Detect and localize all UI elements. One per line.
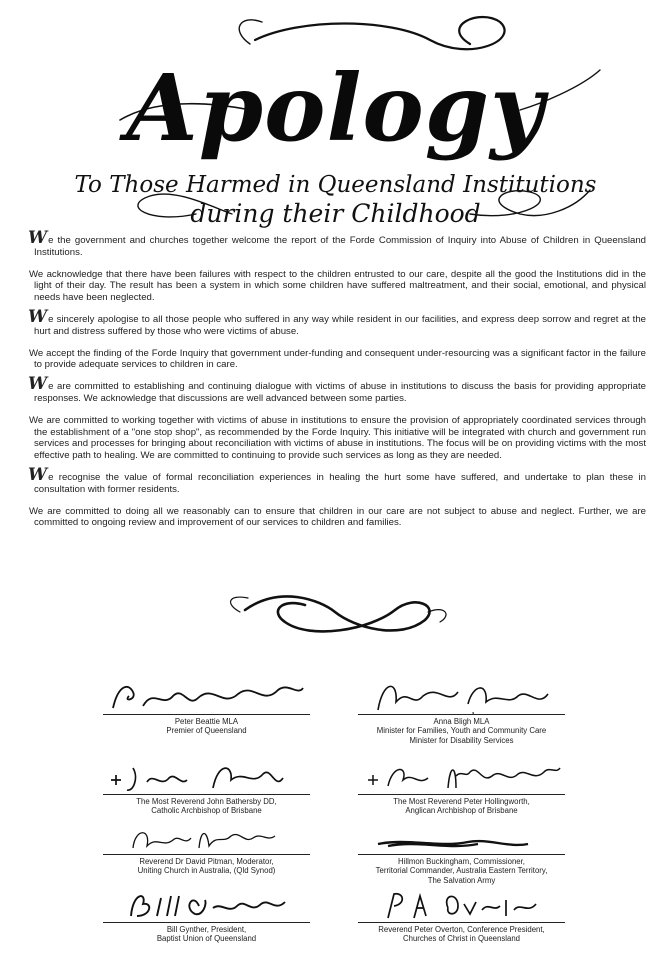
signatory-role: Premier of Queensland bbox=[166, 726, 247, 736]
signature-line bbox=[358, 922, 565, 923]
signature-block-pitman bbox=[103, 818, 310, 876]
signatory-name: Reverend Peter Overton, Conference President, bbox=[378, 925, 545, 934]
signatory-role: Churches of Christ in Queensland bbox=[402, 934, 520, 944]
signature-line bbox=[358, 854, 565, 855]
drop-cap: W bbox=[28, 228, 48, 248]
signature-block-bligh bbox=[358, 678, 565, 745]
paragraph-3: We sincerely apologise to all those people who suffered in any way while resident in our facilities, and express deep sorrow and regret at the hurt and distress suffered by those who were victims of abuse. bbox=[28, 306, 646, 337]
signatory-name: Anna Bligh MLA bbox=[433, 717, 490, 726]
paragraph-7: We recognise the value of formal reconciliation experiences in healing the hurt some have suffered, and undertake to plan these in consultation with former residents. bbox=[28, 464, 646, 495]
signatory-role: Uniting Church in Australia, (Qld Synod) bbox=[137, 866, 276, 876]
handwritten-signature-beattie bbox=[103, 678, 310, 714]
signature-line bbox=[103, 714, 310, 715]
signature-block-buckingham bbox=[358, 818, 565, 885]
signature-block-gynther bbox=[103, 886, 310, 944]
signatory-role: Catholic Archbishop of Brisbane bbox=[151, 806, 262, 816]
handwritten-signature-hollingworth bbox=[358, 758, 565, 794]
paragraph-1: We the government and churches together welcome the report of the Forde Commission of Inquiry into Abuse of Children in Queensland Institutions. bbox=[28, 228, 646, 258]
document-subtitle-line-1: To Those Harmed in Queensland Institutions bbox=[74, 172, 597, 198]
handwritten-signature-gynther bbox=[103, 886, 310, 922]
signatory-role: The Salvation Army bbox=[427, 875, 496, 885]
signature-line bbox=[103, 854, 310, 855]
signature-block-beattie bbox=[103, 678, 310, 736]
signatory-role: Anglican Archbishop of Brisbane bbox=[405, 806, 518, 816]
signatory-name: Peter Beattie MLA bbox=[174, 717, 239, 726]
drop-cap: W bbox=[28, 464, 48, 485]
signatory-name: Reverend Dr David Pitman, Moderator, bbox=[139, 857, 274, 866]
signature-block-hollingworth bbox=[358, 758, 565, 816]
signatory-name: The Most Reverend John Bathersby DD, bbox=[136, 797, 277, 806]
signature-line bbox=[358, 794, 565, 795]
paragraph-2: We acknowledge that there have been failures with respect to the children entrusted to our care, despite all the good the Institutions did in the light of their day. The result has been a system in which some children have suffered maltreatment, and their social, emotional, and physical needs have been neglected. bbox=[29, 268, 646, 303]
signatory-name: The Most Reverend Peter Hollingworth, bbox=[393, 797, 530, 806]
signature-block-overton bbox=[358, 886, 565, 944]
paragraph-6: We are committed to working together with victims of abuse in institutions to ensure the provision of appropriately coordinated services through the establishment of a "one stop shop", as recommended by the Forde Inquiry. This initiative will be integrated with church and government run services and processes for bringing about reconciliation with victims of abuse in institutions. The focus will be on providing victims with the most effective path to healing. We are committed to continuing to provide such services as long as they are needed. bbox=[29, 415, 646, 461]
document-subtitle-line-2: during their Childhood bbox=[190, 199, 481, 228]
apology-body bbox=[28, 228, 646, 537]
handwritten-signature-buckingham bbox=[358, 818, 565, 854]
drop-cap: W bbox=[28, 306, 48, 327]
handwritten-signature-bligh bbox=[358, 678, 565, 714]
signature-line bbox=[103, 794, 310, 795]
paragraph-8: We are committed to doing all we reasonably can to ensure that children in our care are not subject to abuse and neglect. Further, we are committed to ongoing review and improvement of our services to children and families. bbox=[29, 505, 646, 529]
signatory-role: Minister for Families, Youth and Community Care bbox=[376, 726, 547, 736]
signatory-name: Hillmon Buckingham, Commissioner, bbox=[398, 857, 525, 866]
signatory-role: Territorial Commander, Australia Eastern Territory, bbox=[375, 866, 548, 876]
drop-cap: W bbox=[28, 374, 48, 395]
handwritten-signature-bathersby bbox=[103, 758, 310, 794]
paragraph-4: We accept the finding of the Forde Inquiry that government under-funding and consequent under-resourcing was a significant factor in the failure to provide adequate services to children in care. bbox=[29, 347, 646, 371]
signatory-name: Bill Gynther, President, bbox=[166, 925, 247, 934]
document-title: Apology bbox=[126, 54, 545, 162]
signatory-role: Baptist Union of Queensland bbox=[156, 934, 257, 944]
signature-block-bathersby bbox=[103, 758, 310, 816]
paragraph-5: We are committed to establishing and continuing dialogue with victims of abuse in institutions to discuss the basis for providing appropriate responses. We acknowledge that discussions are well advanced between some parties. bbox=[28, 374, 646, 404]
signature-line bbox=[358, 714, 565, 715]
handwritten-signature-pitman bbox=[103, 818, 310, 854]
handwritten-signature-overton bbox=[358, 886, 565, 922]
signature-line bbox=[103, 922, 310, 923]
signatory-role: Minister for Disability Services bbox=[409, 735, 514, 745]
